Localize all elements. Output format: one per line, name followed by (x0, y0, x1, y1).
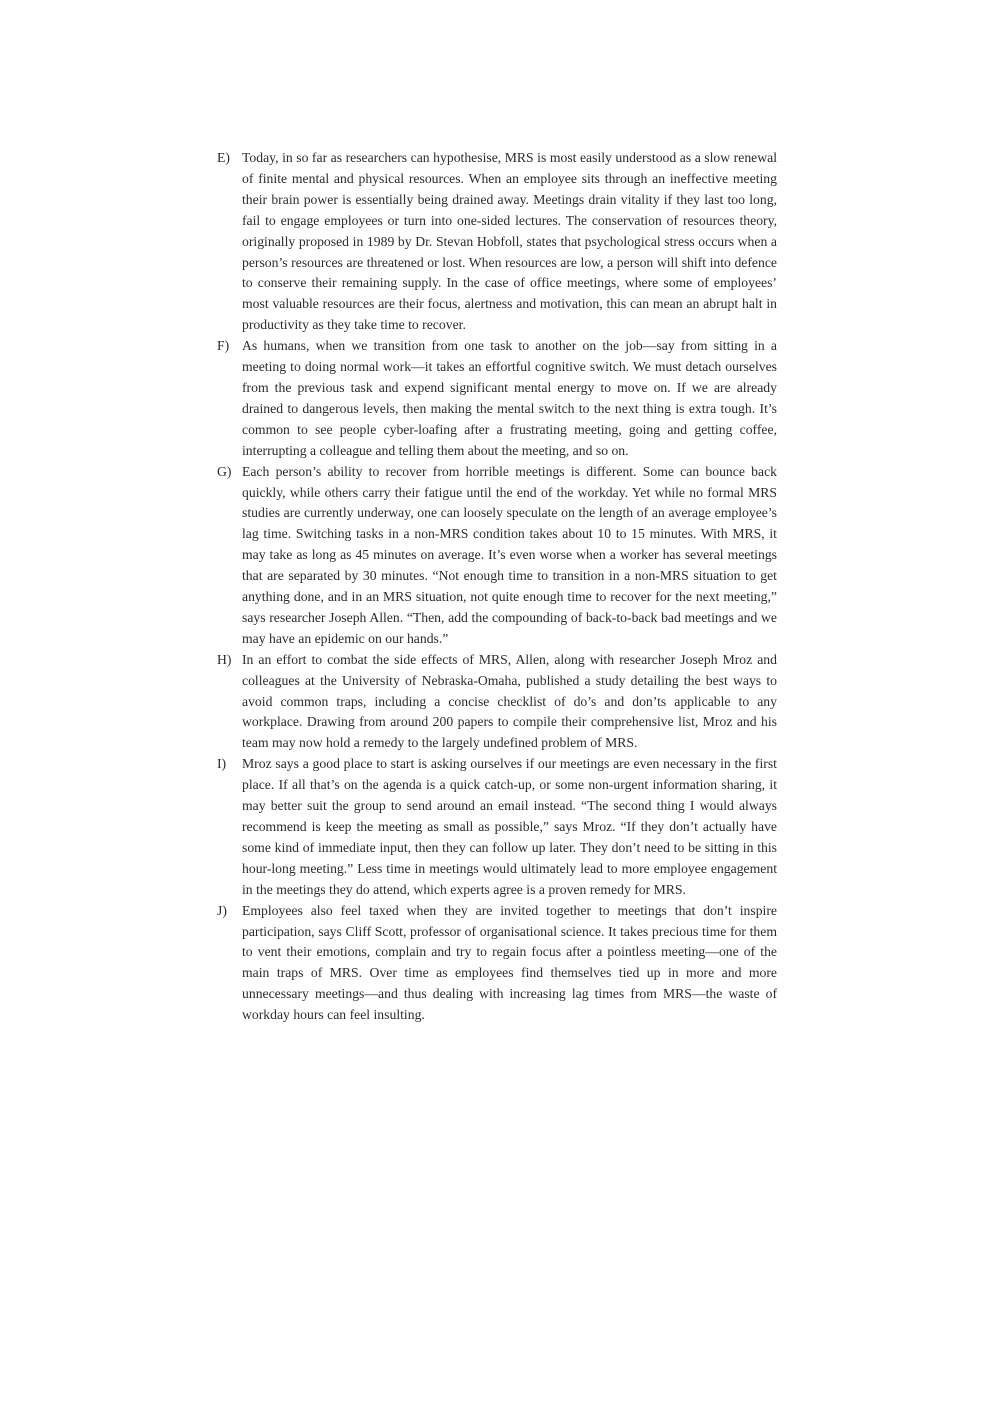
paragraph-text: Each person’s ability to recover from horrible meetings is different. Some can bounce back quickly, while others carry their fatigue until the end of the workday. Yet while no formal MRS studies are currently underway, one can loosely speculate on the length of an average employee’s lag time. Switching tasks in a non-MRS condition takes about 10 to 15 minutes. With MRS, it may take as long as 45 minutes on average. It’s even worse when a worker has several meetings that are separated by 30 minutes. “Not enough time to transition in a non-MRS situation to get anything done, and in an MRS situation, not quite enough time to recover for the next meeting,” says researcher Joseph Allen. “Then, add the compounding of back-to-back bad meetings and we may have an epidemic on our hands.” (242, 463, 777, 646)
paragraph-j (217, 901, 777, 1026)
paragraph-g (217, 462, 777, 650)
paragraph-text: Employees also feel taxed when they are invited together to meetings that don’t inspire participation, says Cliff Scott, professor of organisational science. It takes precious time for them to vent their emotions, complain and try to regain focus after a pointless meeting—one of the main traps of MRS. Over time as employees find themselves tied up in more and more unnecessary meetings—and thus dealing with increasing lag times from MRS—the waste of workday hours can feel insulting. (242, 902, 777, 1023)
paragraph-f (217, 336, 777, 461)
paragraph-text: Today, in so far as researchers can hypothesise, MRS is most easily understood as a slow renewal of finite mental and physical resources. When an employee sits through an ineffective meeting their brain power is essentially being drained away. Meetings drain vitality if they last too long, fail to engage employees or turn into one-sided lectures. The conservation of resources theory, originally proposed in 1989 by Dr. Stevan Hobfoll, states that psychological stress occurs when a person’s resources are threatened or lost. When resources are low, a person will shift into defence to conserve their remaining supply. In the case of office meetings, where some of employees’ most valuable resources are their focus, alertness and motivation, this can mean an abrupt halt in productivity as they take time to recover. (242, 150, 777, 333)
paragraph-letter: I) (217, 756, 227, 772)
paragraph-h (217, 650, 777, 755)
paragraph-text: In an effort to combat the side effects of MRS, Allen, along with researcher Joseph Mroz and colleagues at the University of Nebraska-Omaha, published a study detailing the best ways to avoid common traps, including a concise checklist of do’s and don’ts applicable to any workplace. Drawing from around 200 papers to compile their comprehensive list, Mroz and his team may now hold a remedy to the largely undefined problem of MRS. (242, 651, 777, 751)
paragraph-i (217, 754, 777, 900)
paragraph-letter: J) (217, 902, 227, 918)
paragraph-letter: H) (217, 651, 232, 667)
paragraph-text: As humans, when we transition from one task to another on the job—say from sitting in a meeting to doing normal work—it takes an effortful cognitive switch. We must detach ourselves from the previous task and expend significant mental energy to move on. If we are already drained to dangerous levels, then making the mental switch to the next thing is extra tough. It’s common to see people cyber-loafing after a frustrating meeting, going and getting coffee, interrupting a colleague and telling them about the meeting, and so on. (242, 338, 777, 458)
paragraph-letter: F) (217, 338, 230, 354)
paragraph-text: Mroz says a good place to start is asking ourselves if our meetings are even necessary in the first place. If all that’s on the agenda is a quick catch-up, or some non-urgent information sharing, it may better suit the group to send around an email instead. “The second thing I would always recommend is keep the meeting as small as possible,” says Mroz. “If they don’t actually have some kind of immediate input, then they can follow up later. They don’t need to be sitting in this hour-long meeting.” Less time in meetings would ultimately lead to more employee engagement in the meetings they do attend, which experts agree is a proven remedy for MRS. (242, 756, 777, 897)
document-page (217, 148, 777, 1026)
paragraph-letter: E) (217, 150, 230, 165)
paragraph-e (217, 148, 777, 336)
paragraph-letter: G) (217, 463, 232, 479)
